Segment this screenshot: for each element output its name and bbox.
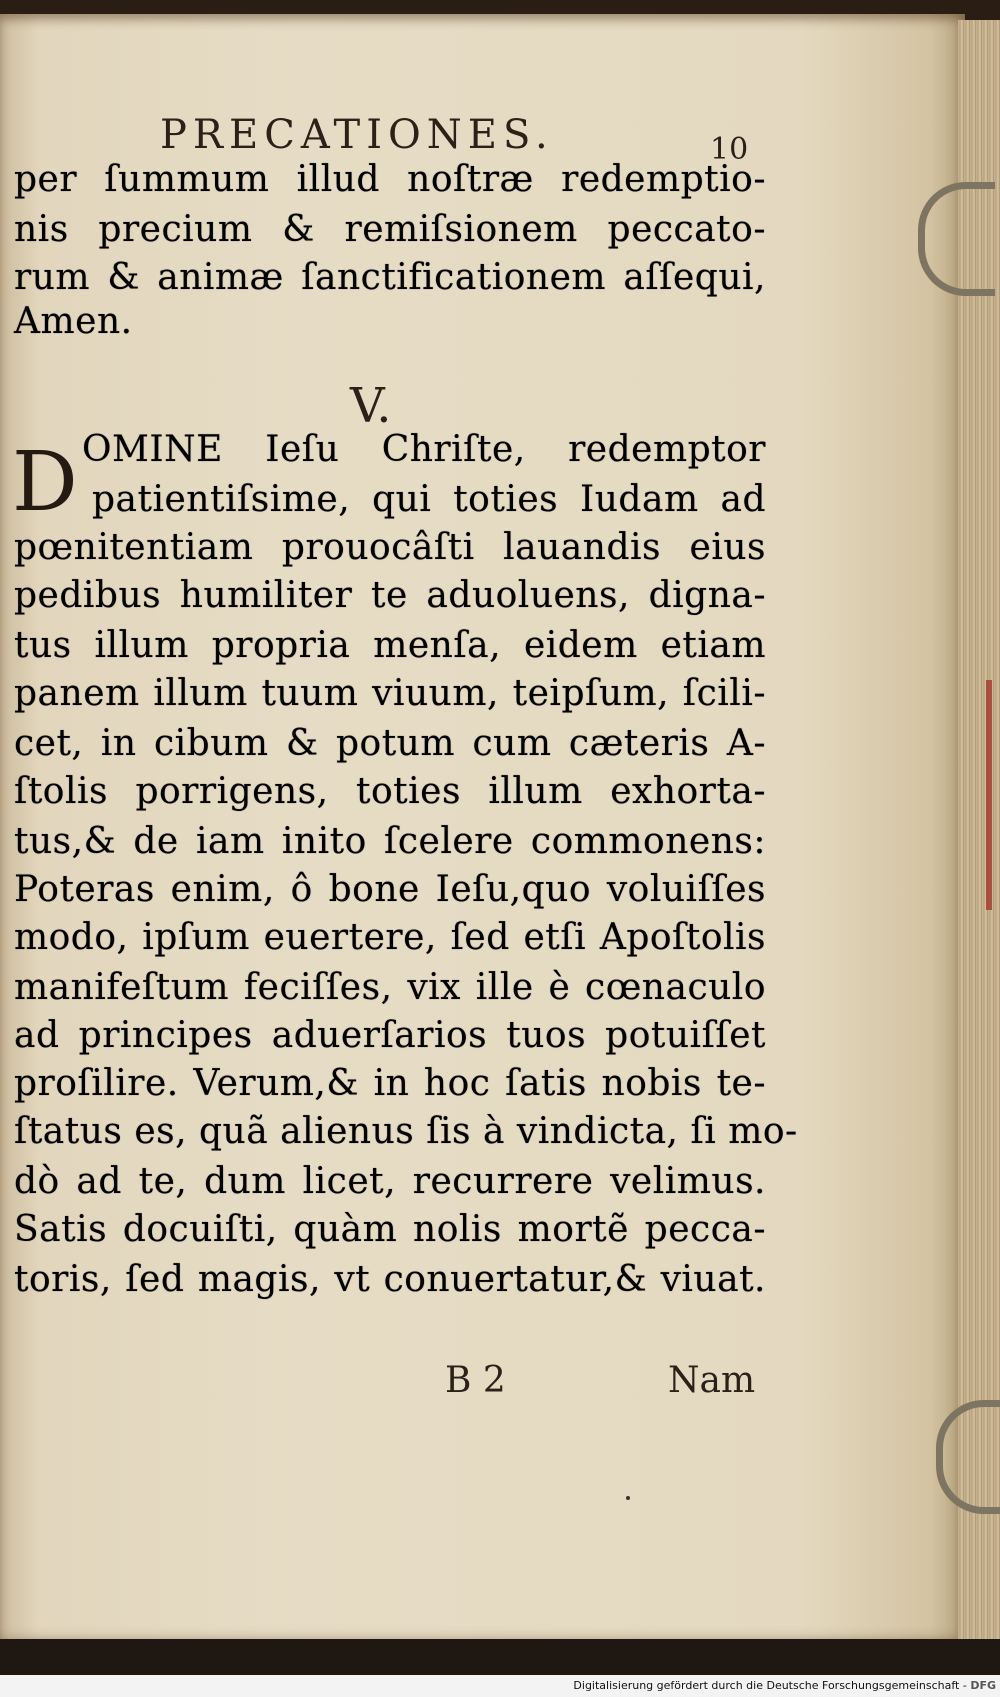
running-title: PRECATIONES. bbox=[160, 112, 554, 158]
text-line: Satis docuiſti, quàm nolis mortẽ pecca- bbox=[14, 1209, 766, 1250]
text-line: nis precium & remiſsionem peccato- bbox=[14, 209, 766, 250]
bookmark-ribbon bbox=[986, 680, 992, 910]
text-line: manifeſtum feciſſes, vix ille è cœnaculo bbox=[14, 967, 766, 1008]
text-line: proſilire. Verum,& in hoc ſatis nobis te- bbox=[14, 1063, 766, 1104]
text-line: tus,& de iam inito ſcelere commonens: bbox=[14, 821, 766, 862]
text-line: toris, ſed magis, vt conuertatur,& viuat. bbox=[14, 1259, 766, 1300]
text-line: pœnitentiam prouocâſti lauandis eius bbox=[14, 527, 766, 568]
dfg-logo: DFG bbox=[970, 1679, 996, 1692]
scan-background-bottom bbox=[0, 1639, 1000, 1675]
text-line: OMINE Ieſu Chriſte, redemptor bbox=[82, 429, 766, 470]
drop-cap: D bbox=[12, 435, 78, 530]
catchword: Nam bbox=[668, 1360, 756, 1401]
text-line: per ſummum illud noſtræ redemptio- bbox=[14, 159, 766, 200]
text-line: Poteras enim, ô bone Ieſu,quo voluiſſes bbox=[14, 869, 766, 910]
signature-mark: B 2 bbox=[445, 1360, 506, 1401]
section-number: V. bbox=[350, 378, 392, 434]
text-line: Amen. bbox=[14, 301, 133, 342]
text-line: rum & animæ ſanctificationem aſſequi, bbox=[14, 257, 766, 298]
folio-number: 10 bbox=[710, 132, 749, 167]
text-line: ad principes aduerſarios tuos potuiſſet bbox=[14, 1015, 766, 1056]
text-line: ſtolis porrigens, toties illum exhorta- bbox=[14, 771, 766, 812]
credit-text: Digitalisierung gefördert durch die Deutsche Forschungsgemeinschaft - bbox=[573, 1679, 967, 1692]
text-line: cet, in cibum & potum cum cæteris A- bbox=[14, 723, 766, 764]
text-line: panem illum tuum viuum, teipſum, ſcili- bbox=[14, 673, 766, 714]
text-line: patientiſsime, qui toties Iudam ad bbox=[92, 479, 766, 520]
text-line: tus illum propria menſa, eidem etiam bbox=[14, 625, 766, 666]
text-line: ſtatus es, quã alienus ſis à vindicta, ſi mo- bbox=[14, 1111, 798, 1152]
ink-dot bbox=[626, 1496, 630, 1500]
text-line: pedibus humiliter te aduoluens, digna- bbox=[14, 575, 766, 616]
digitization-credit bbox=[0, 1675, 1000, 1697]
clasp-top-icon bbox=[918, 182, 995, 296]
text-line: modo, ipſum euertere, ſed etſi Apoſtolis bbox=[14, 917, 766, 958]
text-line: dò ad te, dum licet, recurrere velimus. bbox=[14, 1161, 766, 1202]
